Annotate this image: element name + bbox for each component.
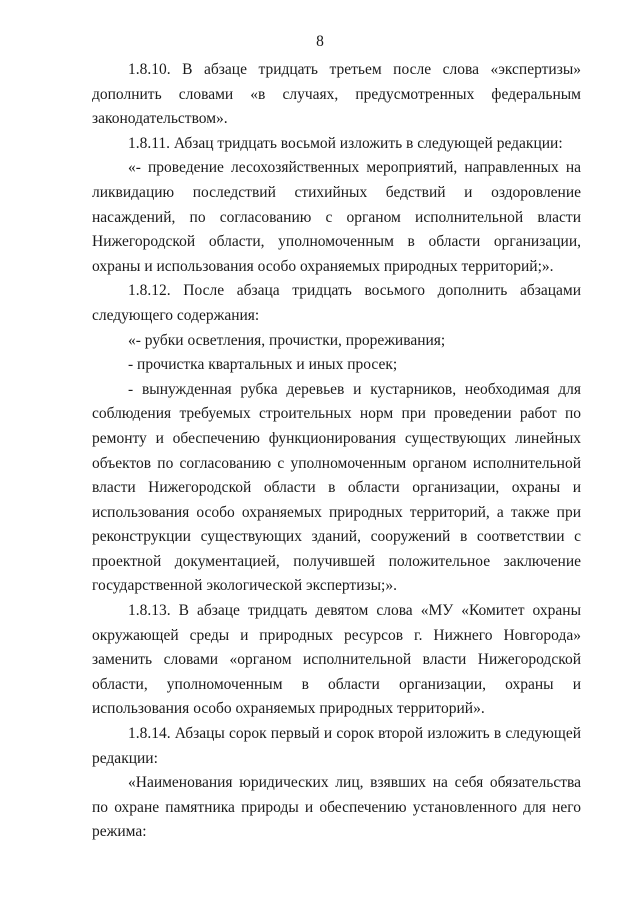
list-item-vynuzhdennaya-rubka: - вынужденная рубка деревьев и кустарников, необходимая для соблюдения требуемых строительных норм при проведении работ по ремонту и обеспечению функционирования существующих линейных объектов по согласованию с уполномоченным органом исполнительной власти Нижегородской области в области организации, охраны и использования особо охраняемых природных территорий, а также при реконструкции существующих зданий, сооружений в соответствии с проектной документацией, получившей положительное заключение государственной экологической экспертизы;». — [92, 380, 581, 595]
list-item-rubki-osvetleniya: «- рубки осветления, прочистки, прореживания; — [128, 331, 446, 349]
document-body — [92, 58, 581, 845]
paragraph-quote-lesohozyaystvennye: «- проведение лесохозяйственных мероприятий, направленных на ликвидацию последствий стихийных бедствий и оздоровление насаждений, по согласованию с органом исполнительной власти Нижегородской области, уполномоченным в области организации, охраны и использования особо охраняемых природных территорий;». — [92, 159, 581, 275]
paragraph-1-8-14: 1.8.14. Абзацы сорок первый и сорок второй изложить в следующей редакции: — [92, 725, 581, 767]
paragraph-1-8-10: 1.8.10. В абзаце тридцать третьем после слова «экспертизы» дополнить словами «в случаях, предусмотренных федеральным законодательством». — [92, 61, 581, 128]
paragraph-1-8-13: 1.8.13. В абзаце тридцать девятом слова «МУ «Комитет охраны окружающей среды и природных ресурсов г. Нижнего Новгорода» заменить словами «органом исполнительной власти Нижегородской области, уполномоченным в области организации, охраны и использования особо охраняемых природных территорий». — [92, 602, 581, 718]
paragraph-quote-naimenovaniya: «Наименования юридических лиц, взявших на себя обязательства по охране памятника природы и обеспечению установленного для него режима: — [92, 774, 581, 841]
paragraph-1-8-12: 1.8.12. После абзаца тридцать восьмого дополнить абзацами следующего содержания: — [92, 282, 581, 324]
paragraph-1-8-11: 1.8.11. Абзац тридцать восьмой изложить в следующей редакции: — [128, 134, 563, 152]
list-item-prochistka-prosek: - прочистка квартальных и иных просек; — [128, 356, 398, 374]
page-number: 8 — [316, 33, 324, 50]
